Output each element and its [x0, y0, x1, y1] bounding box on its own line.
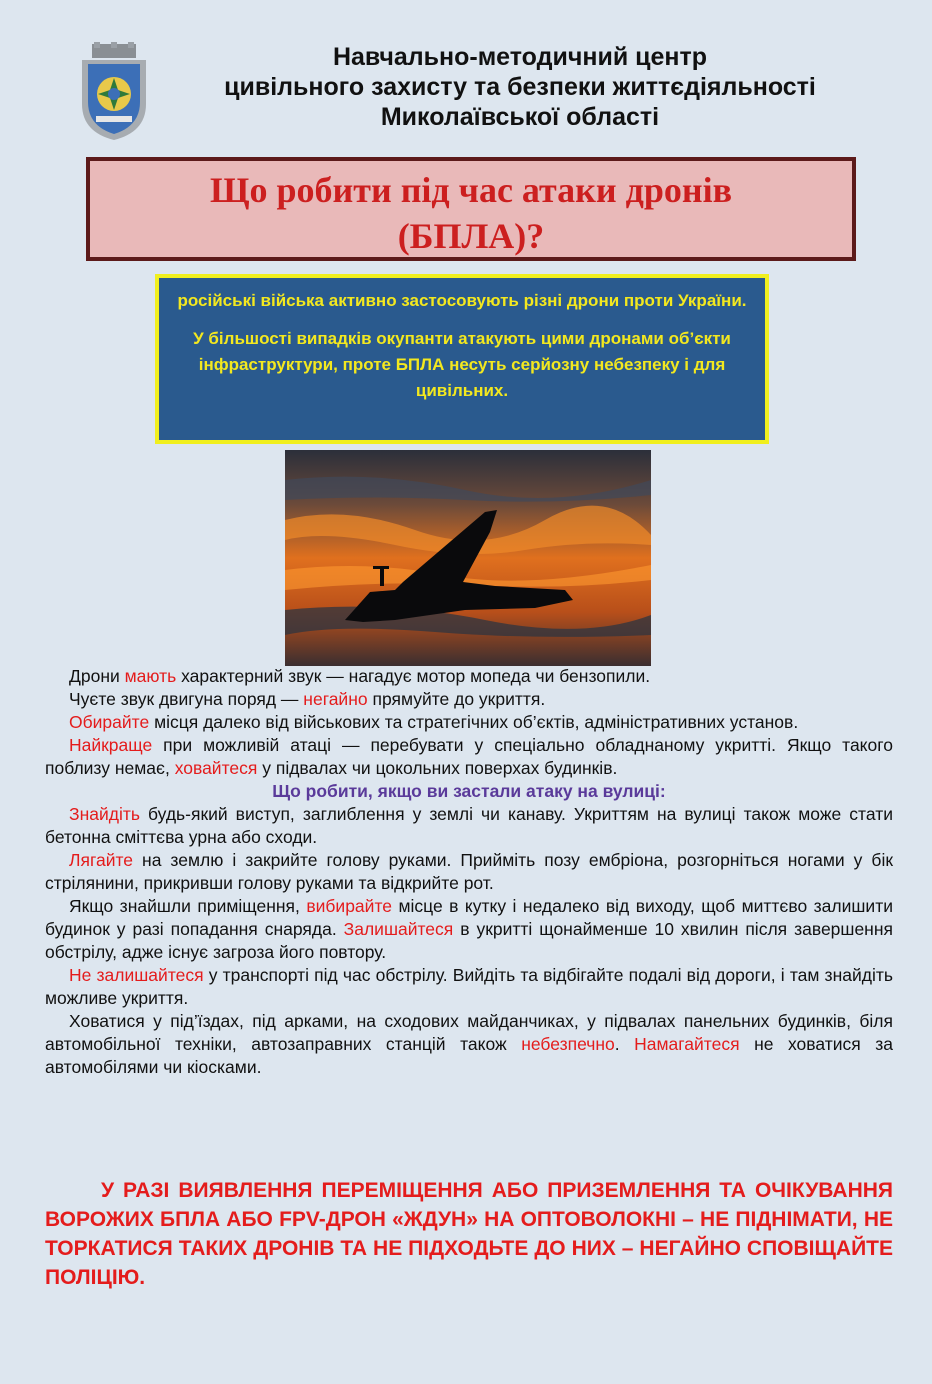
highlight-span: ховайтеся	[174, 758, 258, 778]
highlight-span: вибирайте	[306, 896, 392, 916]
region-emblem	[78, 42, 150, 142]
paragraph-best-shelter	[45, 734, 893, 780]
police-warning: У РАЗІ ВИЯВЛЕННЯ ПЕРЕМІЩЕННЯ АБО ПРИЗЕМЛЕННЯ ТА ОЧІКУВАННЯ ВОРОЖИХ БПЛА АБО FPV-ДРОН «ЖДУН» НА ОПТОВОЛОКНІ – НЕ ПІДНІМАТИ, НЕ ТОРКАТИСЯ ТАКИХ ДРОНІВ ТА НЕ ПІДХОДЬТЕ ДО НИХ – НЕГАЙНО СПОВІЩАЙТЕ ПОЛІЦІЮ.	[45, 1179, 893, 1289]
intro-box	[155, 274, 769, 444]
text-span: будь-який виступ, заглиблення у землі чи канаву. Укриттям на вулиці також може стати бетонна сміттєва урна або сходи.	[45, 804, 893, 847]
highlight-span: Не залишайтеся	[69, 965, 204, 985]
paragraph-choose-places	[45, 711, 893, 734]
organization-header	[170, 42, 870, 132]
highlight-span: Найкраще	[69, 735, 153, 755]
paragraph-find-cover	[45, 803, 893, 849]
text-span: характерний звук — нагадує мотор мопеда чи бензопили.	[176, 666, 651, 686]
highlight-span: Залишайтеся	[343, 919, 454, 939]
header-line-3: Миколаївської області	[380, 103, 660, 131]
highlight-span: негайно	[303, 689, 368, 709]
text-span: Чуєте звук двигуна поряд —	[69, 689, 304, 709]
text-span: у підвалах чи цокольних поверхах будинків.	[257, 758, 618, 778]
paragraph-room-corner	[45, 895, 893, 964]
paragraph-dangerous-places	[45, 1010, 893, 1079]
header-line-1: Навчально-методичний центр	[332, 43, 708, 71]
text-span: у транспорті під час обстрілу. Вийдіть та відбігайте подалі від дороги, і там знайдіть можливе укриття.	[45, 965, 893, 1008]
text-span: в укритті щонайменше 10 хвилин після завершення обстрілу, адже існує загроза його повтору.	[45, 919, 893, 962]
drone-silhouette-photo	[285, 450, 651, 666]
highlight-span: Лягайте	[69, 850, 134, 870]
text-span: Якщо знайшли приміщення,	[69, 896, 307, 916]
highlight-span: мають	[124, 666, 177, 686]
text-span: на землю і закрийте голову руками. Прийміть позу ембріона, розгорніться ногами у бік стрілянини, прикривши голову руками та відкрийте рот.	[45, 850, 893, 893]
text-span: .	[614, 1034, 635, 1054]
highlight-span: небезпечно	[521, 1034, 615, 1054]
paragraph-drone-sound	[45, 665, 893, 688]
paragraph-go-to-shelter	[45, 688, 893, 711]
highlight-span: Знайдіть	[69, 804, 140, 824]
text-span: місце в кутку і недалеко від виходу, щоб миттєво залишити будинок у разі попадання снаряда.	[45, 896, 894, 939]
intro-paragraph-2: У більшості випадків окупанти атакують цими дронами об’єкти інфраструктури, проте БПЛА несуть серйозну небезпеку і для цивільних.	[193, 329, 731, 400]
text-span: не ховатися за автомобілями чи кіосками.	[45, 1034, 893, 1077]
intro-paragraph-1: російські війська активно застосовують різні дрони проти України.	[177, 291, 747, 310]
highlight-span: Обирайте	[69, 712, 150, 732]
instructions-body	[45, 665, 893, 1079]
paragraph-leave-transport	[45, 964, 893, 1010]
paragraph-lie-down	[45, 849, 893, 895]
text-span: Ховатися у під’їздах, під арками, на сходових майданчиках, у підвалах панельних будинків, біля автомобільної техніки, автозаправних станцій також	[45, 1011, 893, 1054]
title-line-1: Що робити під час атаки дронів	[209, 170, 733, 210]
title-line-2: (БПЛА)?	[397, 216, 545, 256]
highlight-span: Намагайтеся	[634, 1034, 740, 1054]
header-line-2: цивільного захисту та безпеки життєдіяльності	[224, 73, 816, 101]
text-span: прямуйте до укриття.	[367, 689, 546, 709]
text-span: при можливій атаці — перебувати у спеціально обладнаному укритті. Якщо такого поблизу немає,	[45, 735, 893, 778]
text-span: Дрони	[69, 666, 125, 686]
page-title	[86, 157, 856, 261]
text-span: місця далеко від військових та стратегічних об’єктів, адміністративних установ.	[149, 712, 799, 732]
street-subheading: Що робити, якщо ви застали атаку на вулиці:	[272, 781, 666, 801]
